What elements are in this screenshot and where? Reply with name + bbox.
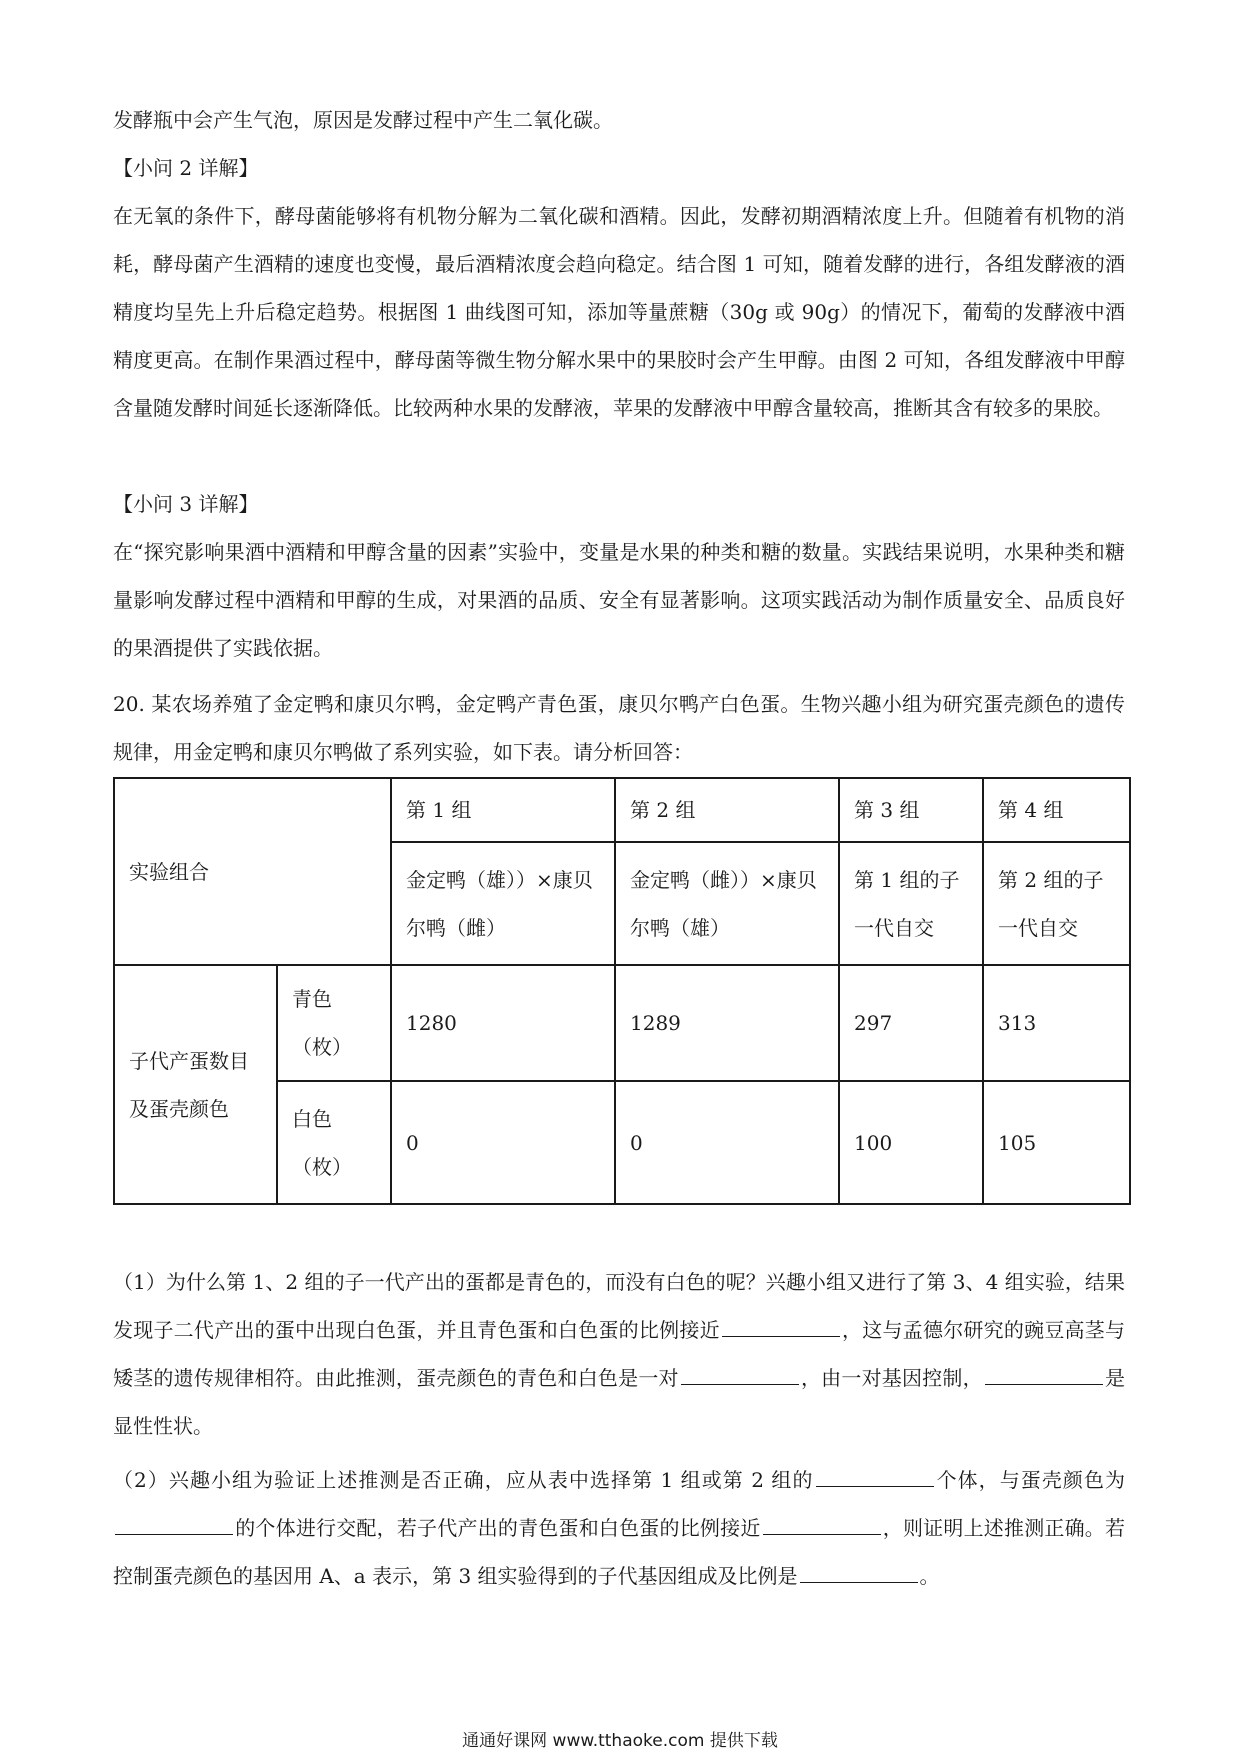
egg-color-cell: 白色（枚） <box>277 1081 391 1204</box>
q1-text: （1）为什么第 1、2 组的子一代产出的蛋都是青色的，而没有白色的呢？兴趣小组又进行了第 3、4 组实验，结果发现子二代产出的蛋中出现白色蛋，并且青色蛋和白色蛋的比例接近 <box>113 1270 1125 1342</box>
page-footer: 通通好课网 www.tthaoke.com 提供下载 <box>462 1731 778 1751</box>
q1-text: ，由一对基因控制， <box>800 1366 983 1390</box>
q2-text: 。 <box>919 1564 940 1588</box>
section-heading-q2: 【小问 2 详解】 <box>113 156 259 180</box>
q2-text: ，则证明上述推测正确。若控制蛋壳颜色的基因用 A、a 表示，第 3 组实验得到的子代基因组成及比例是 <box>113 1516 1126 1588</box>
experiment-table <box>113 777 1131 1205</box>
count-cell: 105 <box>983 1081 1130 1204</box>
offspring-label-cell: 子代产蛋数目及蛋壳颜色 <box>114 965 277 1204</box>
answer-blank[interactable] <box>722 1314 840 1337</box>
group-header: 第 3 组 <box>839 778 983 842</box>
answer-blank[interactable] <box>816 1464 934 1487</box>
count-cell: 1289 <box>615 965 839 1081</box>
count-cell: 297 <box>839 965 983 1081</box>
combo-label-cell: 实验组合 <box>114 778 391 965</box>
group-header: 第 4 组 <box>983 778 1130 842</box>
group-header: 第 2 组 <box>615 778 839 842</box>
answer-paragraph-q3: 在“探究影响果酒中酒精和甲醇含量的因素”实验中，变量是水果的种类和糖的数量。实践结果说明，水果种类和糖量影响发酵过程中酒精和甲醇的生成，对果酒的品质、安全有显著影响。这项实践活动为制作质量安全、品质良好的果酒提供了实践依据。 <box>113 540 1125 660</box>
question-1-paragraph <box>113 1258 1125 1450</box>
q1-text: 是显性性状。 <box>113 1366 1126 1438</box>
group-header: 第 1 组 <box>391 778 615 842</box>
count-cell: 0 <box>391 1081 615 1204</box>
section-heading-q3: 【小问 3 详解】 <box>113 492 259 516</box>
cross-cell: 第 1 组的子一代自交 <box>839 842 983 965</box>
question-20-stem: 20. 某农场养殖了金定鸭和康贝尔鸭，金定鸭产青色蛋，康贝尔鸭产白色蛋。生物兴趣小组为研究蛋壳颜色的遗传规律，用金定鸭和康贝尔鸭做了系列实验，如下表。请分析回答： <box>113 692 1125 764</box>
question-2-paragraph <box>113 1456 1125 1600</box>
q1-text: ，这与孟德尔研究的豌豆高茎与矮茎的遗传规律相符。由此推测，蛋壳颜色的青色和白色是一对 <box>113 1318 1126 1390</box>
intro-paragraph: 发酵瓶中会产生气泡，原因是发酵过程中产生二氧化碳。 <box>113 108 613 132</box>
q2-text: （2）兴趣小组为验证上述推测是否正确，应从表中选择第 1 组或第 2 组的 <box>113 1468 814 1492</box>
count-cell: 313 <box>983 965 1130 1081</box>
count-cell: 100 <box>839 1081 983 1204</box>
q2-text: 的个体进行交配，若子代产出的青色蛋和白色蛋的比例接近 <box>235 1516 761 1540</box>
answer-paragraph-q2: 在无氧的条件下，酵母菌能够将有机物分解为二氧化碳和酒精。因此，发酵初期酒精浓度上升。但随着有机物的消耗，酵母菌产生酒精的速度也变慢，最后酒精浓度会趋向稳定。结合图 1 可知，随着发酵的进行，各组发酵液的酒精度均呈先上升后稳定趋势。根据图 1 曲线图可知，添加等量蔗糖（30g 或 90g）的情况下，葡萄的发酵液中酒精度更高。在制作果酒过程中，酵母菌等微生物分解水果中的果胶时会产生甲醇。由图 2 可知，各组发酵液中甲醇含量随发酵时间延长逐渐降低。比较两种水果的发酵液，苹果的发酵液中甲醇含量较高，推断其含有较多的果胶。 <box>113 204 1125 420</box>
answer-blank[interactable] <box>800 1560 918 1583</box>
cross-cell: 第 2 组的子一代自交 <box>983 842 1130 965</box>
table-row <box>114 965 1130 1081</box>
answer-blank[interactable] <box>985 1362 1103 1385</box>
count-cell: 0 <box>615 1081 839 1204</box>
count-cell: 1280 <box>391 965 615 1081</box>
cross-cell: 金定鸭（雌））×康贝尔鸭（雄） <box>615 842 839 965</box>
cross-cell: 金定鸭（雄））×康贝尔鸭（雌） <box>391 842 615 965</box>
q2-text: 个体，与蛋壳颜色为 <box>935 1468 1126 1492</box>
answer-blank[interactable] <box>115 1512 233 1535</box>
egg-color-cell: 青色（枚） <box>277 965 391 1081</box>
answer-blank[interactable] <box>681 1362 799 1385</box>
answer-blank[interactable] <box>763 1512 881 1535</box>
